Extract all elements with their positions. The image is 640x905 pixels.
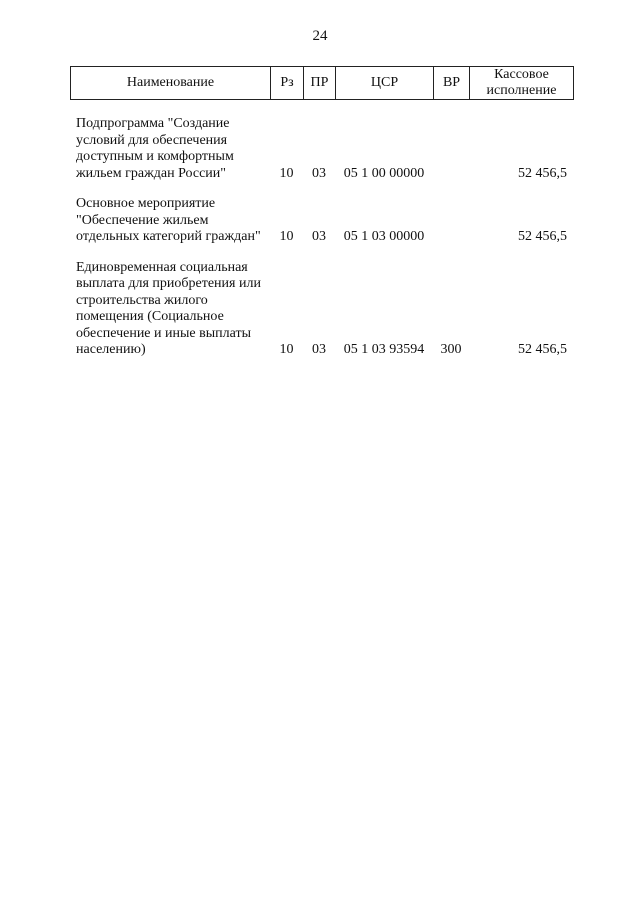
table-header: [70, 66, 574, 100]
header-csr: ЦСР: [336, 67, 434, 100]
header-amount: Кассовое исполнение: [470, 67, 574, 100]
table-row: [70, 116, 573, 196]
row-pr: 03: [312, 165, 326, 181]
row-vr: [433, 116, 469, 196]
row-name: Основное мероприятие "Обеспечение жильем отдельных категорий граждан": [76, 196, 261, 244]
row-name: Единовременная социальная выплата для приобретения или строительства жилого помещения (Социальное обеспечение и иные выплаты населению): [76, 259, 261, 357]
row-rz: 10: [279, 165, 294, 181]
row-rz: 10: [279, 229, 294, 244]
row-vr: 300: [440, 342, 462, 357]
header-pr: ПР: [304, 67, 336, 100]
row-csr: 05 1 03 93594: [343, 342, 425, 357]
table-body: [70, 116, 573, 373]
row-csr: 05 1 03 00000: [343, 229, 425, 244]
row-pr: 03: [312, 229, 326, 244]
row-amount: 52 456,5: [518, 165, 567, 181]
row-amount: 52 456,5: [518, 342, 567, 357]
header-vr: ВР: [434, 67, 470, 100]
header-rz: Рз: [271, 67, 304, 100]
row-name: Подпрограмма "Создание условий для обеспечения доступным и комфортным жильем граждан России": [76, 116, 234, 181]
row-vr: [433, 196, 469, 260]
row-rz: 10: [279, 342, 294, 357]
header-name: Наименование: [71, 67, 271, 100]
row-pr: 03: [312, 342, 326, 357]
row-csr: 05 1 00 00000: [343, 165, 425, 181]
page-number: 24: [312, 28, 328, 44]
row-amount: 52 456,5: [518, 229, 567, 244]
table-row: [70, 196, 573, 260]
table-row: [70, 260, 573, 373]
